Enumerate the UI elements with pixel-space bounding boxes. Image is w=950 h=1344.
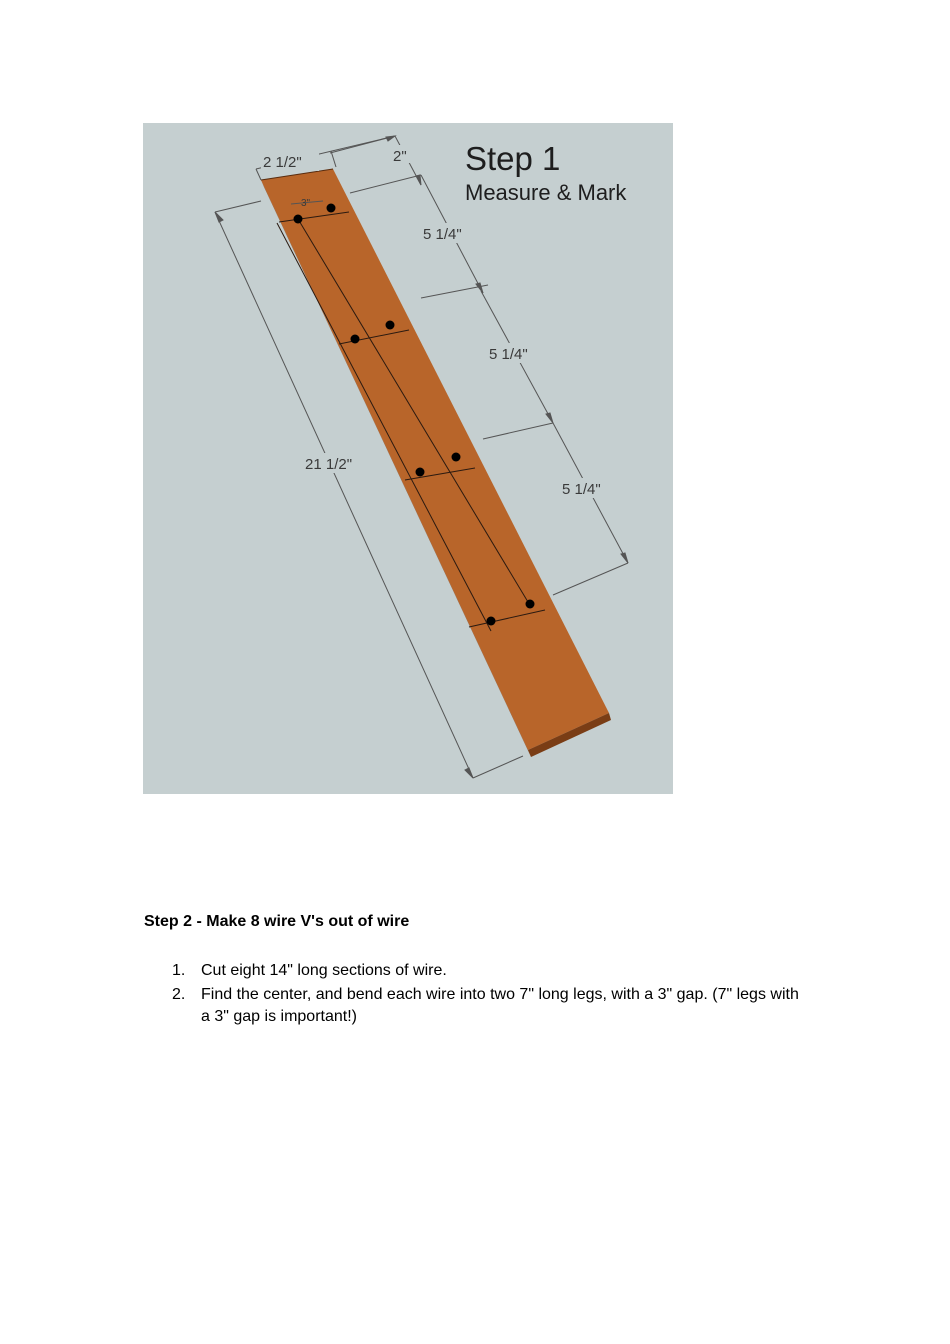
dim-spacing-2-label: 5 1/4" — [489, 346, 528, 363]
dim-width-label: 2 1/2" — [263, 154, 302, 171]
list-item — [166, 984, 806, 1028]
list-text: Find the center, and bend each wire into two 7" long legs, with a 3" gap. (7" legs with a 3" gap is important!) — [201, 986, 799, 1025]
diagram-subtitle: Measure & Mark — [465, 180, 627, 205]
dim-spacing-1-label: 5 1/4" — [423, 226, 462, 243]
dim-end-offset-label: 2" — [393, 148, 407, 165]
list-number: 1. — [172, 962, 186, 979]
list-item — [166, 960, 806, 982]
list-text: Cut eight 14" long sections of wire. — [201, 962, 447, 979]
step1-diagram — [143, 123, 673, 794]
list-number: 2. — [172, 986, 186, 1003]
diagram-title: Step 1 — [465, 140, 561, 177]
step2-heading: Step 2 - Make 8 wire V's out of wire — [144, 913, 410, 930]
dim-length-label: 21 1/2" — [305, 456, 353, 473]
dim-small-gap-label: 3" — [301, 198, 311, 209]
dim-spacing-3-label: 5 1/4" — [562, 481, 601, 498]
step2-instructions — [166, 960, 806, 1030]
